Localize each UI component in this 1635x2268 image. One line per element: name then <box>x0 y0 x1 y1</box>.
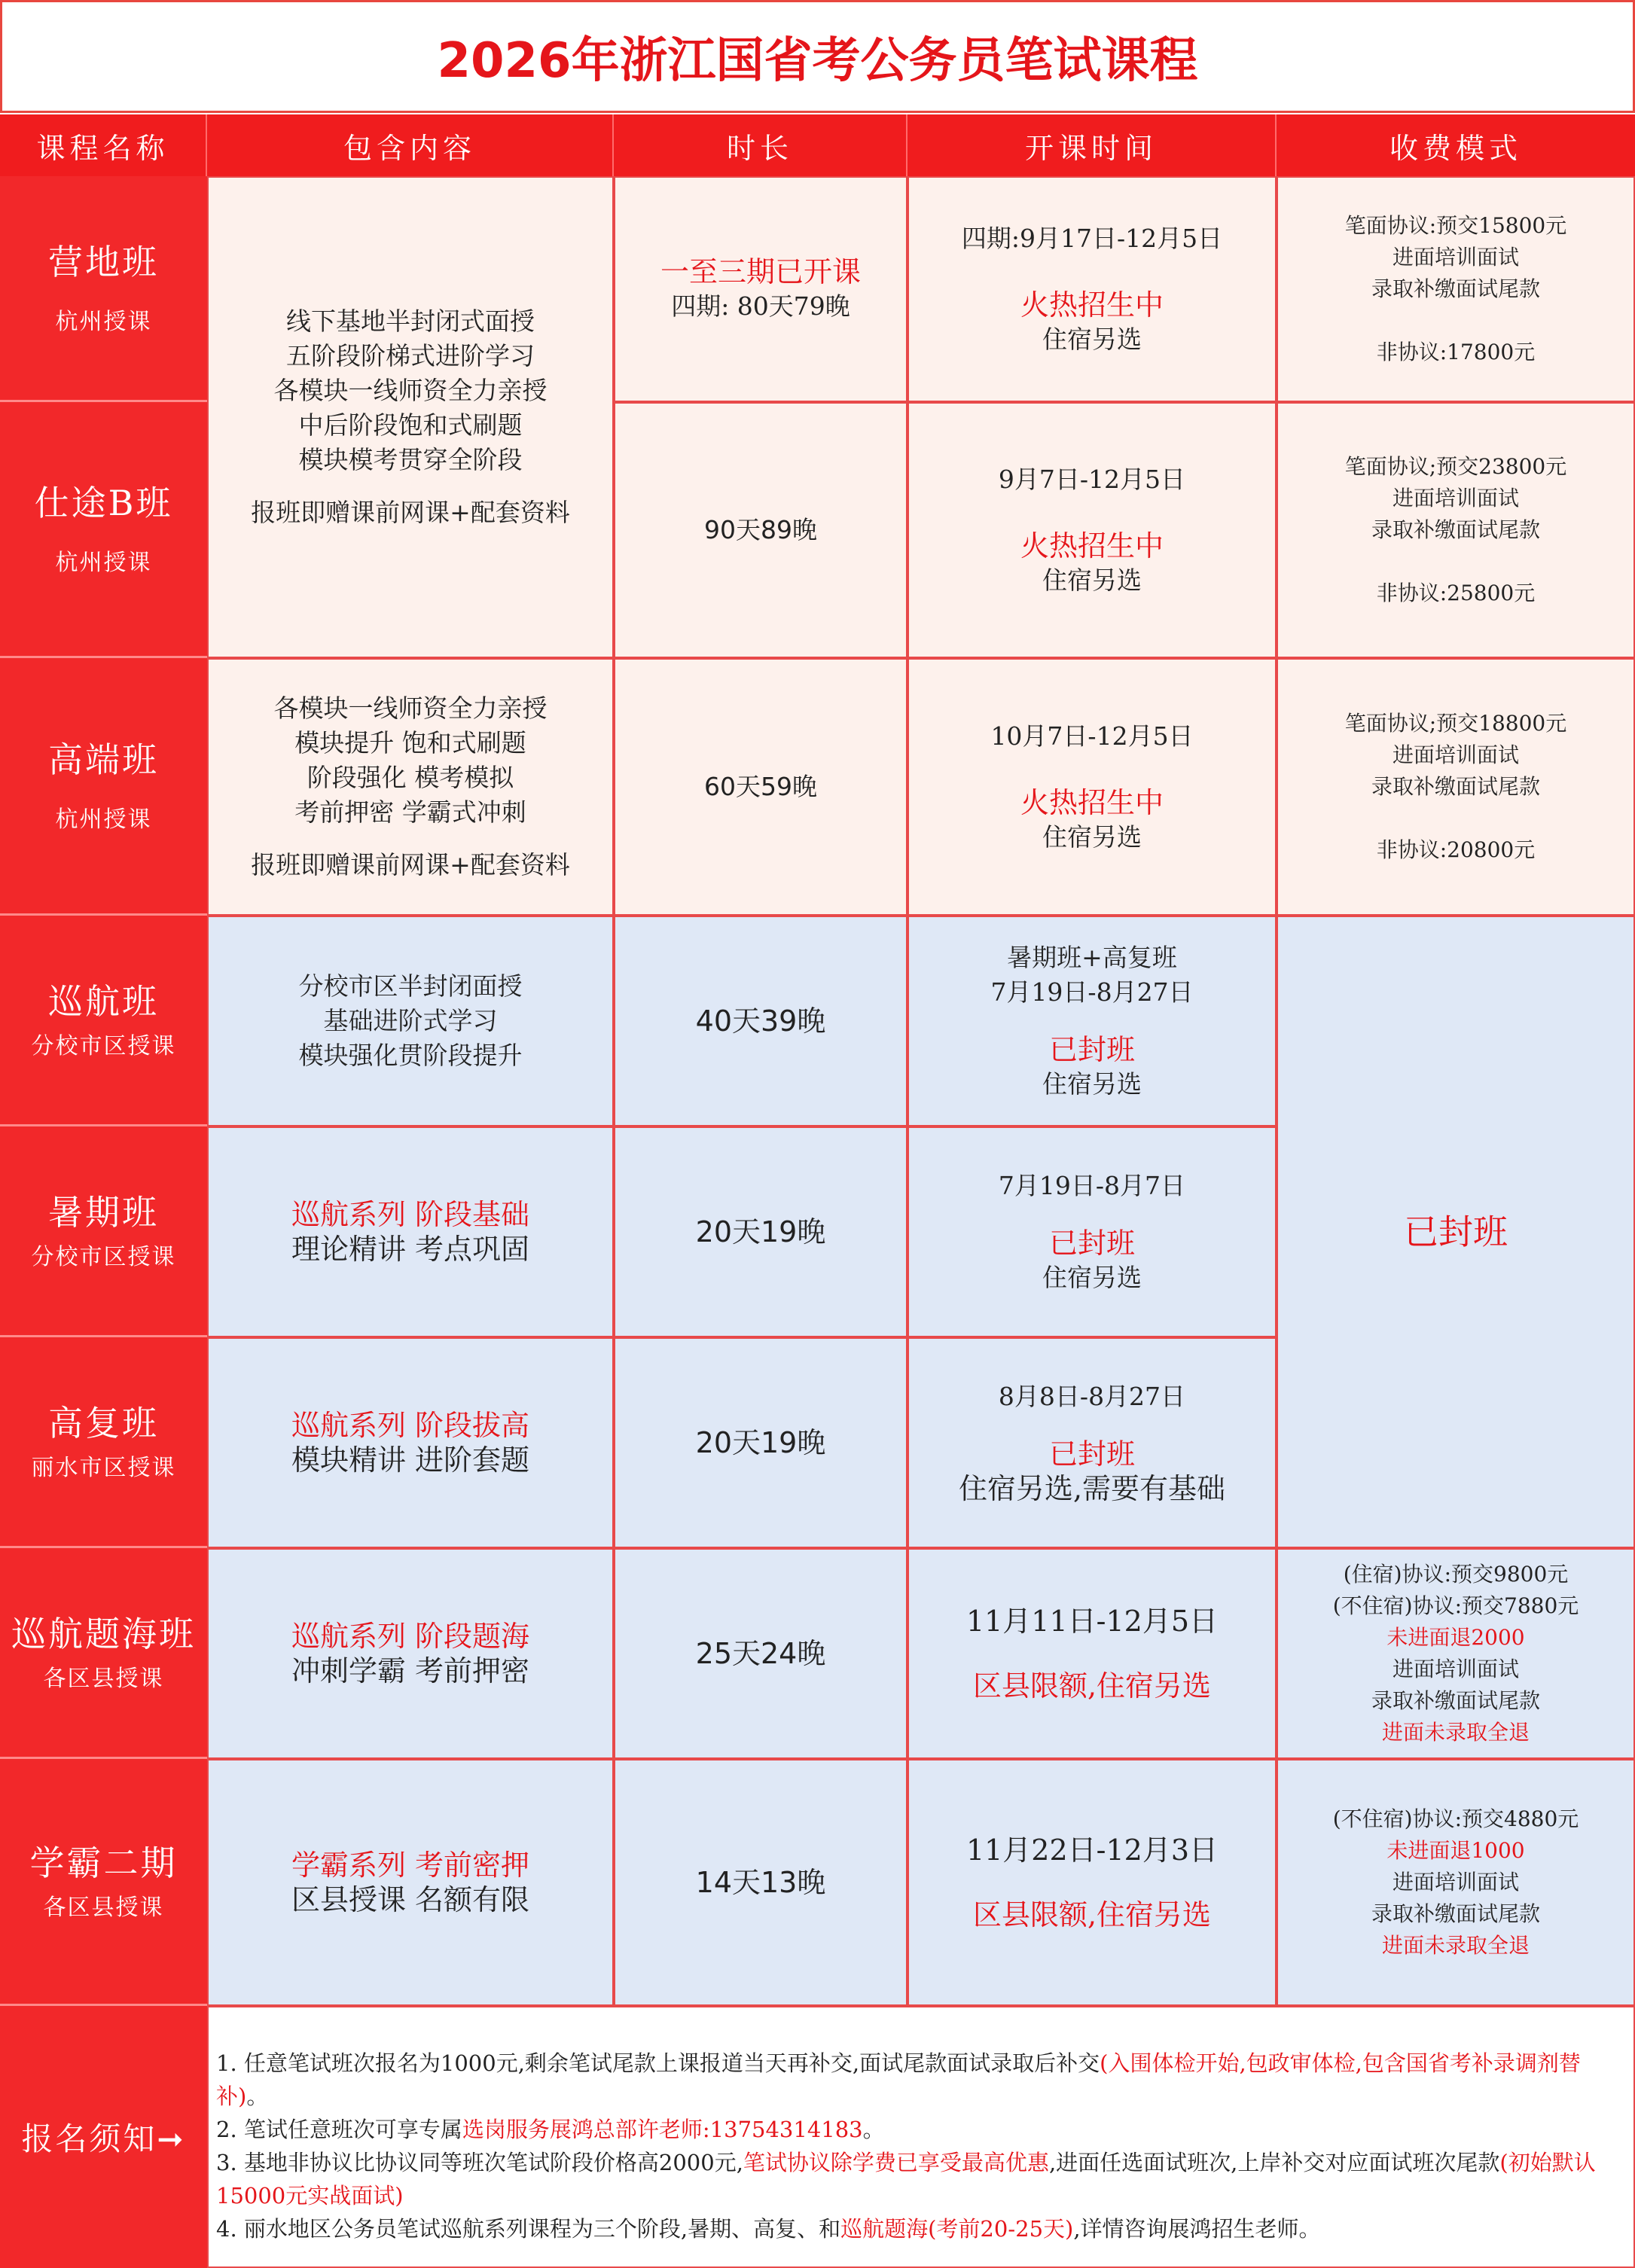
time-date: 7月19日-8月27日 <box>990 977 1194 1007</box>
content-line: 模块模考贯穿全阶段 <box>298 445 523 474</box>
course-location: 杭州授课 <box>55 550 152 577</box>
fee-line: 进面培训面试 <box>1392 486 1519 511</box>
fee-camp <box>1277 176 1635 402</box>
fee-line: 笔面协议;预交23800元 <box>1344 454 1567 479</box>
time-status: 区县限额,住宿另选 <box>972 1898 1212 1931</box>
fee-line: 笔面协议;预交18800元 <box>1344 711 1567 736</box>
fee-line: 笔面协议:预交15800元 <box>1344 213 1567 238</box>
time-xueba <box>907 1759 1277 2006</box>
course-location: 分校市区授课 <box>31 1244 176 1271</box>
content-line: 冲刺学霸 考前押密 <box>291 1654 530 1687</box>
content-line: 模块提升 饱和式刷题 <box>294 728 526 758</box>
duration-value: 40天39晚 <box>695 1004 826 1038</box>
time-date: 10月7日-12月5日 <box>990 721 1194 751</box>
course-name: 暑期班 <box>48 1191 159 1233</box>
course-location: 杭州授课 <box>55 309 152 336</box>
content-line: 各模块一线师资全力亲授 <box>273 694 548 723</box>
content-summer <box>207 1126 614 1337</box>
content-repeat <box>207 1337 614 1548</box>
content-line: 分校市区半封闭面授 <box>298 971 523 1001</box>
content-line: 中后阶段饱和式刷题 <box>298 410 523 440</box>
fee-b <box>1277 402 1635 658</box>
duration-high <box>614 658 907 916</box>
time-note: 住宿另选 <box>1042 1263 1142 1292</box>
time-status: 区县限额,住宿另选 <box>972 1669 1212 1703</box>
fee-line: (住宿)协议:预交9800元 <box>1343 1562 1569 1587</box>
header-content: 包含内容 <box>207 114 614 176</box>
duration-value: 四期: 80天79晚 <box>671 291 850 321</box>
row-name-xueba <box>0 1759 207 2006</box>
content-line: 阶段强化 模考模拟 <box>307 763 514 792</box>
content-line: 线下基地半封闭式面授 <box>286 306 535 336</box>
course-name: 巡航题海班 <box>11 1613 196 1654</box>
time-sea <box>907 1548 1277 1759</box>
row-name-b <box>0 402 207 658</box>
fee-line: 非协议:20800元 <box>1376 837 1536 862</box>
note-3: 3. 基地非协议比协议同等班次笔试阶段价格高2000元,笔试协议除学费已享受最高优惠,进面任选面试班次,上岸补交对应面试班次尾款(初始默认15000元实战面试) <box>216 2150 1596 2209</box>
fee-line: 进面培训面试 <box>1392 742 1519 767</box>
course-location: 各区县授课 <box>43 1895 164 1922</box>
fee-xueba <box>1277 1759 1635 2006</box>
time-status: 火热招生中 <box>1020 288 1164 322</box>
notes-label: 报名须知➞ <box>0 2006 207 2268</box>
duration-repeat <box>614 1337 907 1548</box>
duration-xueba <box>614 1759 907 2006</box>
fee-line: 进面培训面试 <box>1392 1657 1519 1681</box>
time-status: 已封班 <box>1048 1437 1135 1471</box>
notes-body <box>207 2006 1635 2268</box>
time-status: 火热招生中 <box>1020 529 1164 562</box>
time-status: 已封班 <box>1048 1227 1135 1260</box>
time-note: 住宿另选 <box>1042 1069 1142 1099</box>
fee-line: 未进面退1000 <box>1386 1838 1525 1863</box>
row-name-repeat <box>0 1337 207 1548</box>
course-location: 杭州授课 <box>55 806 152 834</box>
course-name: 营地班 <box>48 241 159 282</box>
fee-line: 非协议:17800元 <box>1376 340 1536 364</box>
course-location: 分校市区授课 <box>31 1033 176 1060</box>
fee-line: 进面培训面试 <box>1392 245 1519 270</box>
content-line: 考前押密 学霸式冲刺 <box>294 797 526 827</box>
duration-value: 60天59晚 <box>704 772 817 801</box>
content-series: 学霸系列 考前密押 <box>291 1849 530 1882</box>
fee-line: 录取补缴面试尾款 <box>1371 1901 1540 1926</box>
duration-sea <box>614 1548 907 1759</box>
time-date: 四期:9月17日-12月5日 <box>961 224 1223 253</box>
duration-camp <box>614 176 907 402</box>
duration-b <box>614 402 907 658</box>
note-4: 4. 丽水地区公务员笔试巡航系列课程为三个阶段,暑期、高复、和巡航题海(考前20-25天),详情咨询展鸿招生老师。 <box>216 2216 1321 2242</box>
fee-line: 录取补缴面试尾款 <box>1371 276 1540 301</box>
course-name: 学霸二期 <box>29 1842 178 1883</box>
content-cruise <box>207 916 614 1126</box>
time-note: 住宿另选 <box>1042 822 1142 852</box>
course-name: 高复班 <box>48 1402 159 1443</box>
time-date: 8月8日-8月27日 <box>998 1382 1186 1411</box>
header-course-name: 课程名称 <box>0 114 207 176</box>
time-date: 11月11日-12月5日 <box>965 1605 1219 1638</box>
time-date: 9月7日-12月5日 <box>998 465 1186 494</box>
content-line: 理论精讲 考点巩固 <box>291 1233 530 1266</box>
time-date: 7月19日-8月7日 <box>998 1171 1186 1200</box>
duration-summer <box>614 1126 907 1337</box>
content-sea <box>207 1548 614 1759</box>
time-camp <box>907 176 1277 402</box>
header-duration: 时长 <box>614 114 907 176</box>
duration-value: 20天19晚 <box>695 1215 826 1248</box>
content-line: 模块精讲 进阶套题 <box>291 1443 530 1477</box>
time-repeat <box>907 1337 1277 1548</box>
fee-line: (不住宿)协议:预交4880元 <box>1332 1806 1579 1831</box>
content-line: 各模块一线师资全力亲授 <box>273 376 548 405</box>
row-name-high <box>0 658 207 916</box>
fee-line: 非协议:25800元 <box>1376 581 1536 605</box>
time-summer <box>907 1126 1277 1337</box>
page-title: 2026年浙江国省考公务员笔试课程 <box>0 0 1635 113</box>
course-name: 巡航班 <box>48 980 159 1022</box>
content-line: 报班即赠课前网课+配套资料 <box>251 498 570 527</box>
fee-line: (不住宿)协议:预交7880元 <box>1332 1593 1579 1618</box>
time-note: 住宿另选 <box>1042 565 1142 595</box>
duration-status: 一至三期已开课 <box>660 255 861 288</box>
content-series: 巡航系列 阶段拔高 <box>291 1409 530 1442</box>
time-date: 暑期班+高复班 <box>1007 943 1177 972</box>
fee-closed <box>1277 916 1635 1548</box>
content-high <box>207 658 614 916</box>
fee-sea <box>1277 1548 1635 1759</box>
content-line: 五阶段阶梯式进阶学习 <box>286 341 535 370</box>
content-series: 巡航系列 阶段题海 <box>291 1620 530 1653</box>
content-line: 基础进阶式学习 <box>323 1006 498 1035</box>
duration-value: 20天19晚 <box>695 1426 826 1459</box>
course-name: 高端班 <box>48 739 159 780</box>
duration-value: 90天89晚 <box>704 515 817 544</box>
fee-line: 进面未录取全退 <box>1381 1720 1530 1745</box>
row-name-camp <box>0 176 207 402</box>
course-location: 丽水市区授课 <box>31 1455 176 1482</box>
time-date: 11月22日-12月3日 <box>965 1834 1219 1867</box>
time-b <box>907 402 1277 658</box>
content-line: 模块强化贯阶段提升 <box>298 1041 523 1070</box>
time-status: 火热招生中 <box>1020 786 1164 819</box>
content-line: 报班即赠课前网课+配套资料 <box>251 850 570 879</box>
fee-line: 录取补缴面试尾款 <box>1371 1688 1540 1713</box>
time-note: 住宿另选 <box>1042 325 1142 354</box>
course-location: 各区县授课 <box>43 1666 164 1693</box>
header-start-time: 开课时间 <box>907 114 1277 176</box>
time-note: 住宿另选,需要有基础 <box>958 1472 1226 1505</box>
duration-value: 14天13晚 <box>695 1866 826 1899</box>
header-fee-mode: 收费模式 <box>1277 114 1635 176</box>
content-xueba <box>207 1759 614 2006</box>
fee-line: 进面培训面试 <box>1392 1870 1519 1895</box>
fee-status: 已封班 <box>1404 1212 1508 1252</box>
time-high <box>907 658 1277 916</box>
note-1: 1. 任意笔试班次报名为1000元,剩余笔试尾款上课报道当天再补交,面试尾款面试录取后补交(入围体检开始,包政审体检,包含国省考补录调剂替补)。 <box>216 2050 1581 2109</box>
time-cruise <box>907 916 1277 1126</box>
fee-line: 进面未录取全退 <box>1381 1933 1530 1958</box>
fee-line: 录取补缴面试尾款 <box>1371 517 1540 542</box>
row-name-sea <box>0 1548 207 1759</box>
fee-high <box>1277 658 1635 916</box>
fee-line: 录取补缴面试尾款 <box>1371 774 1540 799</box>
content-camp-b <box>207 176 614 658</box>
fee-line: 未进面退2000 <box>1386 1625 1525 1650</box>
note-2: 2. 笔试任意班次可享专属选岗服务展鸿总部许老师:13754314183。 <box>216 2117 885 2142</box>
content-series: 巡航系列 阶段基础 <box>291 1198 530 1231</box>
time-status: 已封班 <box>1048 1033 1135 1066</box>
row-name-summer <box>0 1126 207 1337</box>
duration-cruise <box>614 916 907 1126</box>
course-name: 仕途B班 <box>34 482 173 523</box>
duration-value: 25天24晚 <box>695 1637 826 1670</box>
content-line: 区县授课 名额有限 <box>291 1883 530 1916</box>
row-name-cruise <box>0 916 207 1126</box>
